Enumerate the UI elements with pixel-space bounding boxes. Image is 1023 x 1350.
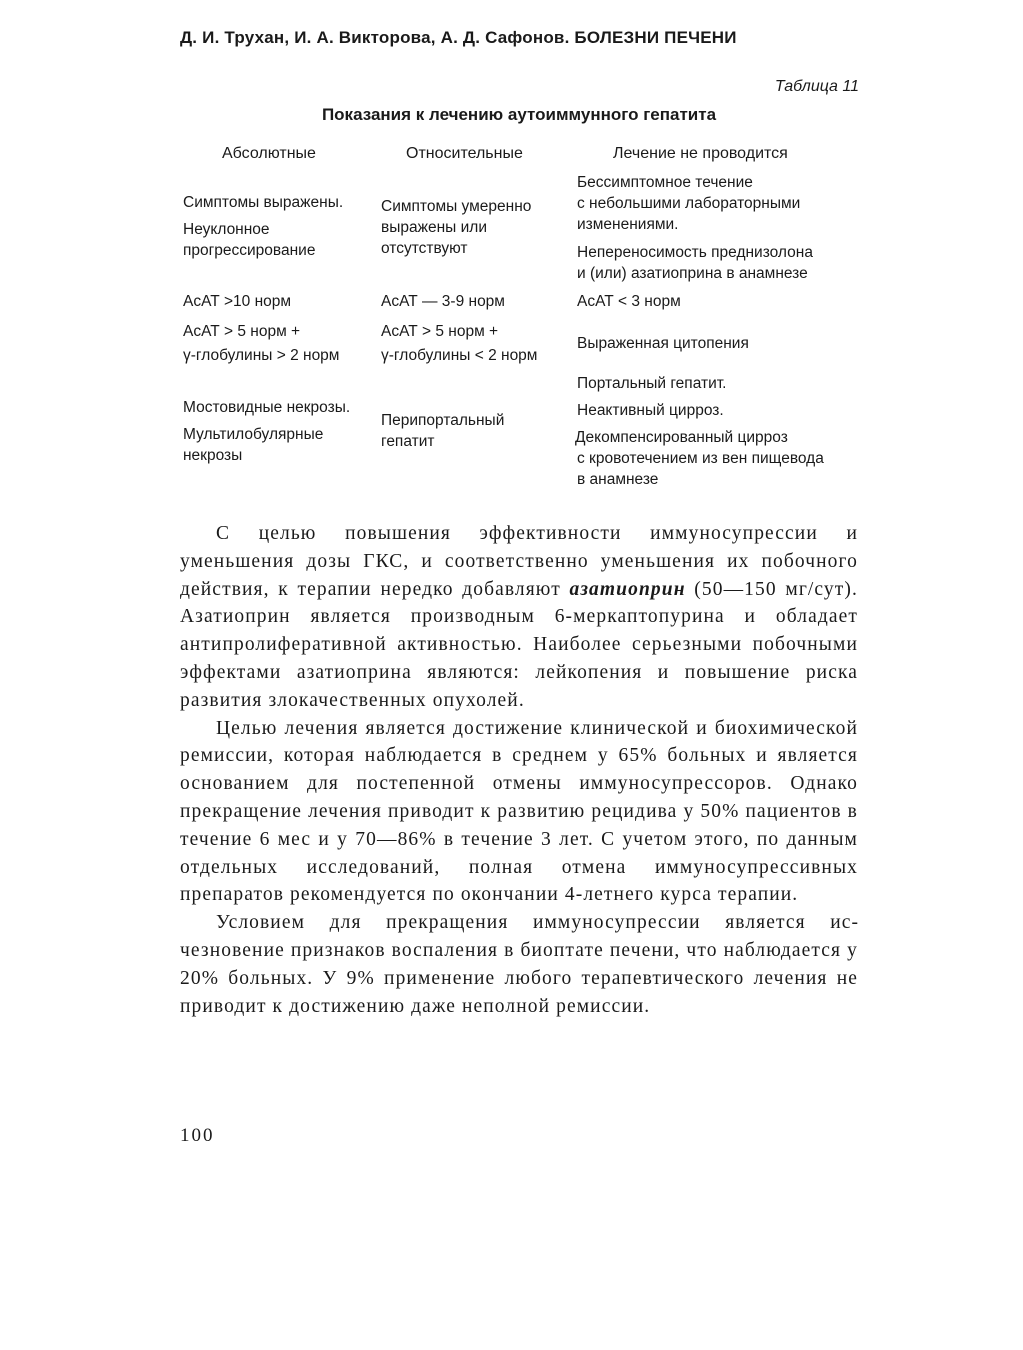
cell-line: Симптомы выражены. xyxy=(183,194,344,211)
running-head: Д. И. Трухан, И. А. Викторова, А. Д. Сафонов. БОЛЕЗНИ ПЕЧЕНИ xyxy=(180,28,737,47)
no-treatment-cytopenia-cell xyxy=(577,333,749,354)
absolute-symptoms-cell xyxy=(183,192,343,261)
relative-ast-globulin-cell xyxy=(381,321,537,366)
cell-line: изменениями. xyxy=(577,216,679,233)
cell-line: Портальный гепатит. xyxy=(577,375,727,392)
cell-line: с небольшими лабораторными xyxy=(577,195,801,212)
cell-line: некрозы xyxy=(183,447,243,464)
paragraph-discontinuation: Условием для прекращения иммуносупрессии является исчезновение признаков воспаления в биоптате печени, что наблюдается у 20% больных. У 9% применение любого терапевтического лечения не приводит к достижению даже неполной ремиссии. xyxy=(180,912,858,1017)
cell-line: прогрессирование xyxy=(183,242,316,259)
absolute-necrosis-cell xyxy=(183,397,350,466)
column-header-no-treatment: Лечение не проводится xyxy=(613,145,788,162)
cell-line: Мостовидные некрозы. xyxy=(183,399,351,416)
cell-line: АсАТ < 3 норм xyxy=(577,293,681,310)
body-text xyxy=(180,520,858,1020)
cell-line: γ-глобулины < 2 норм xyxy=(381,347,538,364)
cell-line: Симптомы умеренно xyxy=(381,198,532,215)
table-title: Показания к лечению аутоиммунного гепатита xyxy=(321,105,717,124)
cell-line: гепатит xyxy=(381,433,435,450)
cell-line: выражены или xyxy=(381,219,487,236)
cell-line: АсАТ — 3-9 норм xyxy=(381,293,505,310)
cell-line: АсАТ > 5 норм + xyxy=(183,323,301,340)
paragraph-text: С целью повышения эффективности иммуносупрессии и уменьшения дозы ГКС, и соответственно уменьшения их побочного действия, к терапии нередко добавляют xyxy=(180,523,858,600)
absolute-ast-cell xyxy=(183,291,291,312)
relative-ast-cell xyxy=(381,291,505,312)
no-treatment-ast-cell xyxy=(577,291,681,312)
column-header-relative: Относительные xyxy=(406,145,523,162)
cell-line: Мультилобулярные xyxy=(183,426,324,443)
cell-line: с кровотечением из вен пищевода xyxy=(577,450,824,467)
absolute-ast-globulin-cell xyxy=(183,321,339,366)
cell-line: Выраженная цитопения xyxy=(577,335,749,352)
relative-symptoms-cell xyxy=(381,196,531,259)
cell-line: Непереносимость преднизолона xyxy=(577,244,813,261)
column-header-absolute: Абсолютные xyxy=(222,145,316,162)
cell-line: Неактивный цирроз. xyxy=(577,402,724,419)
drug-name-emphasis: азатиоприн xyxy=(569,578,686,600)
cell-line: отсутствуют xyxy=(381,240,468,257)
cell-line: и (или) азатиоприна в анамнезе xyxy=(577,265,808,282)
paragraph-azathioprine xyxy=(180,520,858,715)
cell-line: Неуклонное xyxy=(183,221,270,238)
no-treatment-cirrhosis-cell xyxy=(577,373,824,490)
relative-hepatitis-cell xyxy=(381,410,504,452)
cell-line: Бессимптомное течение xyxy=(577,174,753,191)
cell-line: γ-глобулины > 2 норм xyxy=(183,347,340,364)
cell-line: АсАТ >10 норм xyxy=(183,293,292,310)
paragraph-treatment-goal: Целью лечения является достижение клинической и биохимической ремиссии, которая наблюдается в среднем у 65% больных и является основанием для постепенной отмены иммуносупрессоров. Однако прекращение лечения приводит к развитию рецидива у 50% пациентов в течение 6 мес и у 70—86% в течение 3 лет. С учетом этого, по данным отдельных исследований, полная отмена иммуносупрессивных препаратов рекомендуется по окончании 4-летнего курса терапии. xyxy=(180,717,858,906)
table-number: Таблица 11 xyxy=(774,78,859,95)
no-treatment-symptoms-cell xyxy=(577,172,813,284)
cell-line: Перипортальный xyxy=(381,412,505,429)
paragraph-text: (50—150 мг/сут). Азатиоприн является производным 6-меркаптопурина и обладает антипролиферативной активностью. Наиболее серьезными побочными эффектами азатиоприна являются: лейкопения и повышение риска развития злокачественных опухолей. xyxy=(180,578,858,711)
cell-line: АсАТ > 5 норм + xyxy=(381,323,499,340)
page-number: 100 xyxy=(180,1125,215,1146)
cell-line: Декомпенсированный цирроз xyxy=(575,429,788,446)
cell-line: в анамнезе xyxy=(577,471,659,488)
